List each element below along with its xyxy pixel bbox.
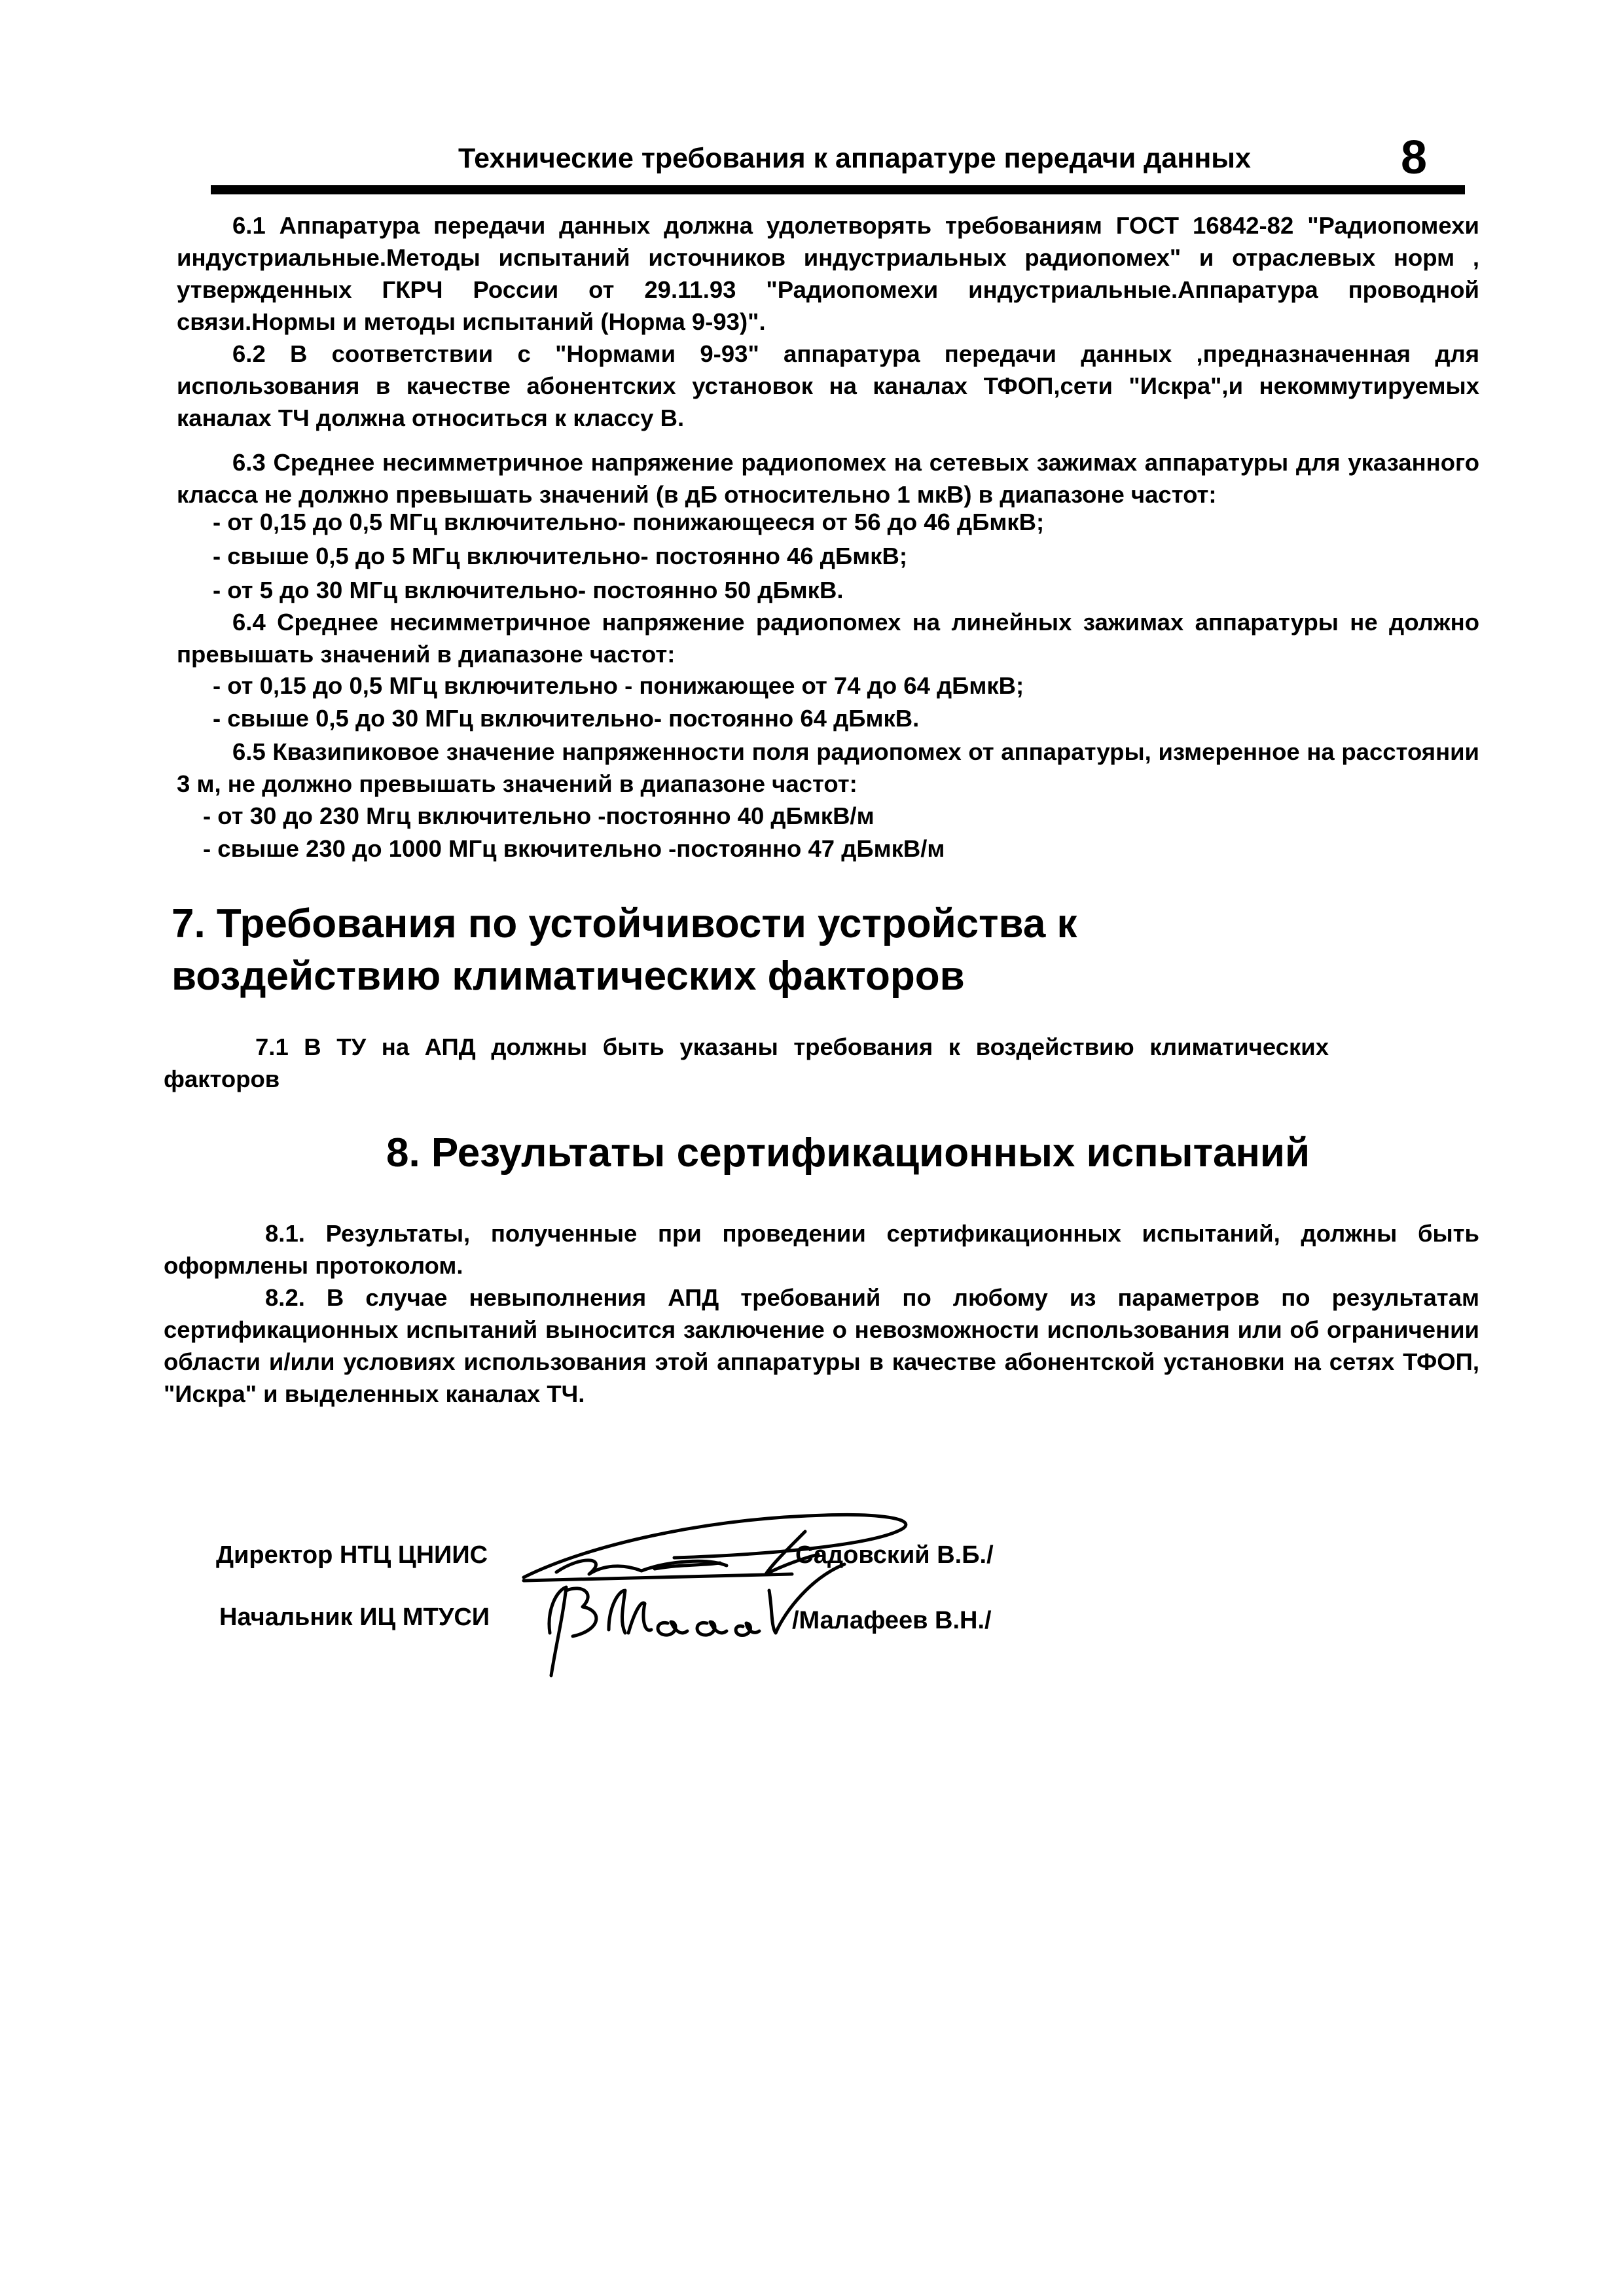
paragraph-8-1: 8.1. Результаты, полученные при проведении сертификационных испытаний, должны быть оформлены протоколом. (164, 1220, 1479, 1279)
section-8-heading: 8. Результаты сертификационных испытаний (386, 1130, 1310, 1175)
head-title: Начальник ИЦ МТУСИ (219, 1604, 490, 1631)
list-item: - от 5 до 30 МГц включительно- постоянно 50 дБмкВ. (213, 577, 844, 603)
list-item: - от 30 до 230 Мгц включительно -постоянно 40 дБмкВ/м (203, 802, 875, 829)
paragraph-8-2: 8.2. В случае невыполнения АПД требований по любому из параметров по результатам сертификационных испытаний выносится заключение о невозможности использования или об ограничении области и/или условиях использования этой аппаратуры в качестве абонентской установки на сетях ТФОП, "Искра" и выделенных каналах ТЧ. (164, 1284, 1479, 1407)
paragraph-6-1: 6.1 Аппаратура передачи данных должна удолетворять требованиям ГОСТ 16842-82 "Радиопомехи индустриальные.Методы испытаний источников индустриальных радиопомех" и отраслевых норм , утвержденных ГКРЧ России от 29.11.93 "Радиопомехи индустриальные.Аппаратура проводной связи.Нормы и методы испытаний (Норма 9-93)". (177, 212, 1479, 335)
paragraph-6-3: 6.3 Среднее несимметричное напряжение радиопомех на сетевых зажимах аппаратуры для указанного класса не должно превышать значений (в дБ относительно 1 мкВ) в диапазоне частот: (177, 449, 1479, 508)
header-rule (211, 185, 1465, 194)
paragraph-7-1: 7.1 В ТУ на АПД должны быть указаны требования к воздействию климатических факторов (164, 1033, 1329, 1092)
director-title: Директор НТЦ ЦНИИС (216, 1541, 488, 1569)
list-item: - от 0,15 до 0,5 МГц включительно- понижающееся от 56 до 46 дБмкВ; (213, 509, 1045, 535)
handwritten-signatures (511, 1492, 982, 1689)
page-number: 8 (1401, 132, 1428, 184)
list-item: - свыше 0,5 до 30 МГц включительно- постоянно 64 дБмкВ. (213, 705, 920, 732)
paragraph-6-5: 6.5 Квазипиковое значение напряженности поля радиопомех от аппаратуры, измеренное на расстоянии 3 м, не должно превышать значений в диапазоне частот: (177, 738, 1479, 797)
section-7-heading: 7. Требования по устойчивости устройства к воздействию климатических факторов (171, 901, 1077, 999)
running-header-title: Технические требования к аппаратуре передачи данных (458, 143, 1251, 174)
list-item: - свыше 230 до 1000 МГц вкючительно -постоянно 47 дБмкВ/м (203, 835, 945, 862)
head-name: /Малафеев В.Н./ (792, 1607, 992, 1634)
paragraph-6-4: 6.4 Среднее несимметричное напряжение радиопомех на линейных зажимах аппаратуры не должно превышать значений в диапазоне частот: (177, 609, 1479, 668)
director-name: Садовский В.Б./ (795, 1541, 994, 1569)
paragraph-6-2: 6.2 В соответствии с "Нормами 9-93" аппаратура передачи данных ,предназначенная для использования в качестве абонентских установок на каналах ТФОП,сети "Искра",и некоммутируемых каналах ТЧ должна относиться к классу В. (177, 340, 1479, 431)
list-item: - от 0,15 до 0,5 МГц включительно - понижающее от 74 до 64 дБмкВ; (213, 672, 1024, 699)
list-item: - свыше 0,5 до 5 МГц включительно- постоянно 46 дБмкВ; (213, 543, 907, 569)
